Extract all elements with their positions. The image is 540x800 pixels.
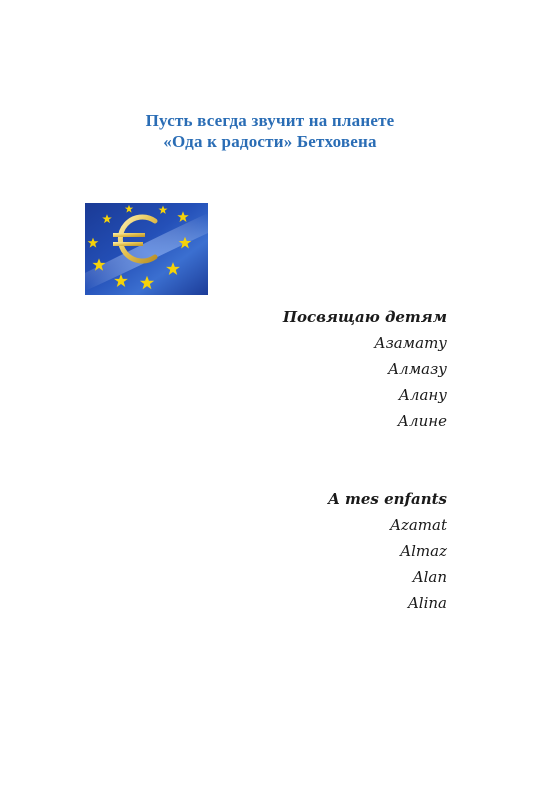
- dedication-russian: [283, 304, 447, 434]
- dedication-heading: Посвящаю детям: [282, 308, 447, 326]
- eu-flag-euro-icon: [85, 203, 208, 295]
- dedication-name: Алине: [397, 412, 447, 430]
- dedication-name: Азамату: [374, 334, 447, 352]
- dedication-french: [328, 486, 447, 616]
- dedication-name: Almaz: [400, 542, 447, 560]
- dedication-name: Alina: [407, 594, 447, 612]
- dedication-name: Алмазу: [387, 360, 447, 378]
- page-title: [0, 110, 540, 152]
- dedication-name: Alan: [412, 568, 447, 586]
- title-line-1: Пусть всегда звучит на планете: [145, 111, 395, 130]
- dedication-name: Алану: [398, 386, 447, 404]
- dedication-name: Azamat: [390, 516, 447, 534]
- dedication-heading: A mes enfants: [328, 490, 447, 508]
- title-line-2: «Ода к радости» Бетховена: [163, 132, 377, 151]
